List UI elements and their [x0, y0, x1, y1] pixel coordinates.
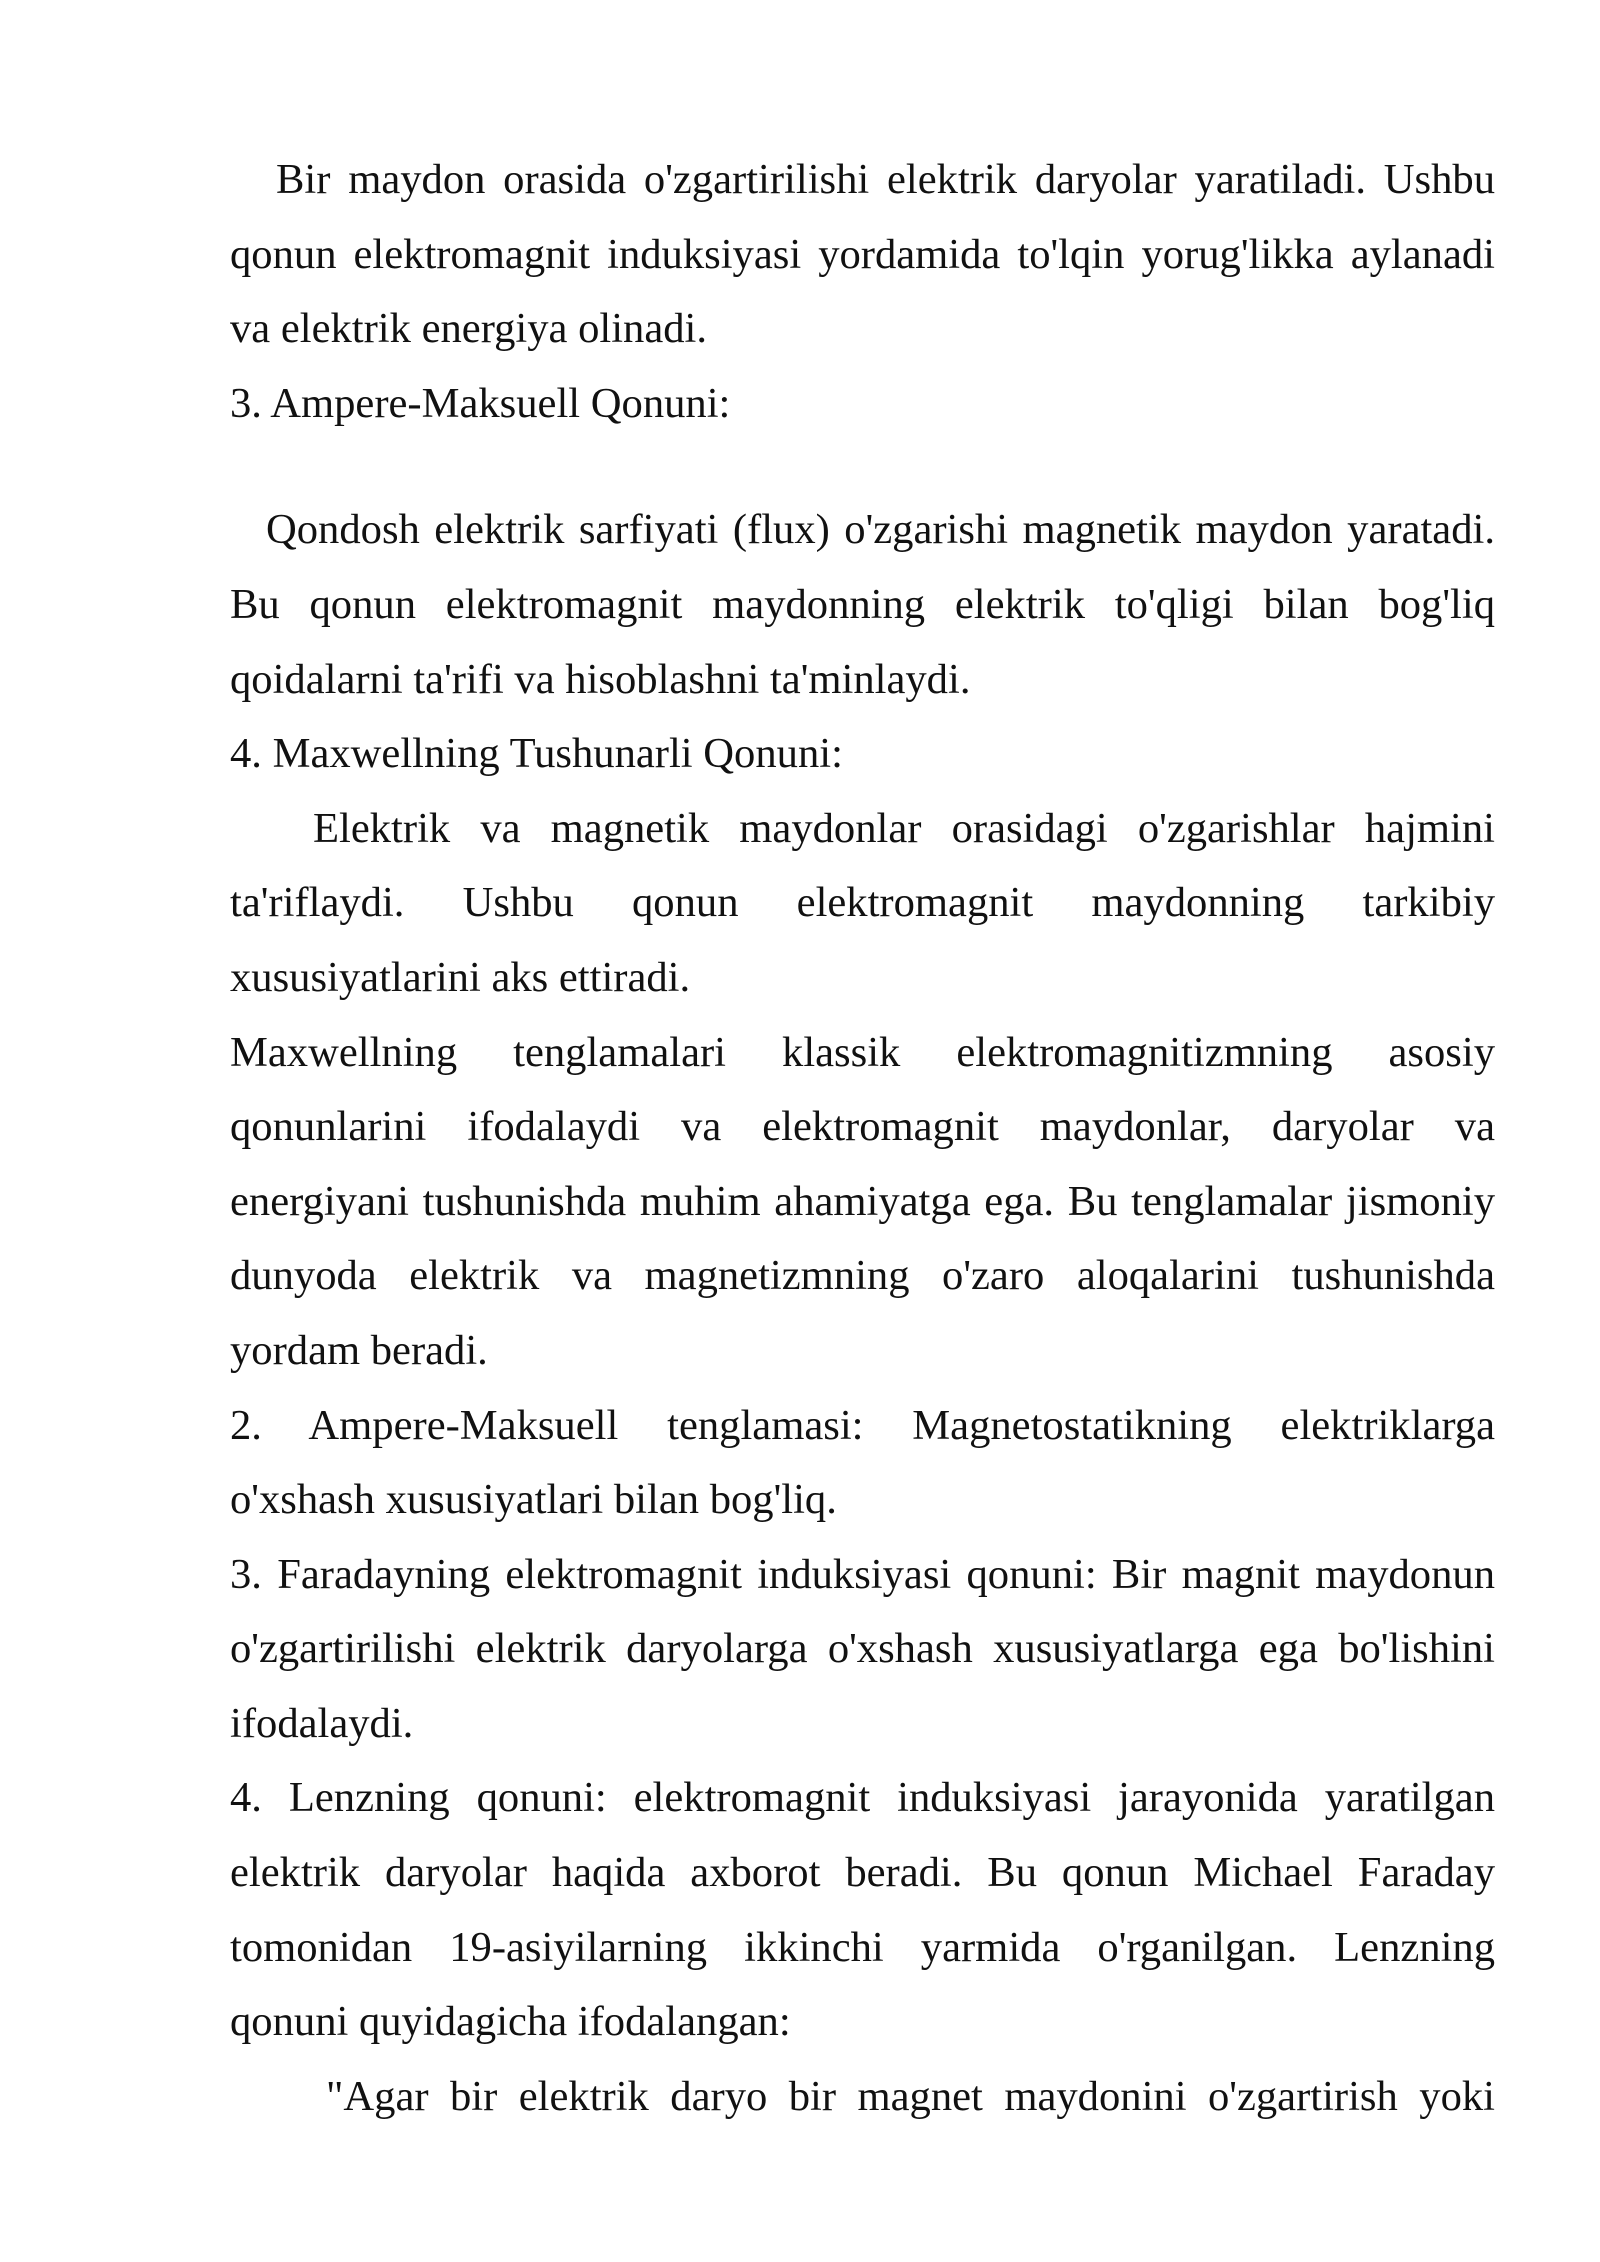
text-line: ifodalaydi.: [230, 1699, 414, 1747]
section-heading: 4. Maxwellning Tushunarli Qonuni:: [230, 730, 843, 778]
text-line: Bir maydon orasida o'zgartirilishi elektrik daryolar yaratiladi. Ushbu: [276, 156, 1495, 203]
text-line: 2. Ampere-Maksuell tenglamasi: Magnetostatikning elektriklarga: [230, 1401, 1495, 1449]
text-line: qoidalarni ta'rifi va hisoblashni ta'minlaydi.: [230, 655, 971, 703]
text-line: ta'riflaydi. Ushbu qonun elektromagnit maydonning tarkibiy: [230, 879, 1495, 927]
paragraph-spacer: [230, 441, 1495, 493]
text-line: 3. Faradayning elektromagnit induksiyasi qonuni: Bir magnit maydonun: [230, 1550, 1495, 1598]
text-line: Bu qonun elektromagnit maydonning elektrik to'qligi bilan bog'liq: [230, 580, 1495, 628]
document-body: [230, 143, 1495, 2134]
text-line: yordam beradi.: [230, 1326, 488, 1374]
list-item: [230, 1538, 1495, 1762]
text-line: Elektrik va magnetik maydonlar orasidagi o'zgarishlar hajmini: [313, 804, 1495, 852]
text-line: Qondosh elektrik sarfiyati (flux) o'zgarishi magnetik maydon yaratadi.: [266, 506, 1495, 554]
paragraph: [230, 1016, 1495, 1389]
text-line: "Agar bir elektrik daryo bir magnet maydonini o'zgartirish yoki: [326, 2072, 1495, 2120]
list-item: [230, 1389, 1495, 1538]
text-line: va elektrik energiya olinadi.: [230, 305, 708, 353]
text-line: Maxwellning tenglamalari klassik elektromagnitizmning asosiy: [230, 1028, 1495, 1076]
text-line: qonuni quyidagicha ifodalangan:: [230, 1998, 791, 2046]
text-line: elektrik daryolar haqida axborot beradi. Bu qonun Michael Faraday: [230, 1849, 1495, 1897]
paragraph: [230, 143, 1495, 367]
text-line: xususiyatlarini aks ettiradi.: [230, 953, 691, 1001]
text-line: tomonidan 19-asiyilarning ikkinchi yarmida o'rganilgan. Lenzning: [230, 1923, 1495, 1971]
list-item: [230, 1761, 1495, 2059]
paragraph: [230, 493, 1495, 717]
text-line: o'zgartirilishi elektrik daryolarga o'xshash xususiyatlarga ega bo'lishini: [230, 1625, 1495, 1673]
quote-paragraph: [230, 2060, 1495, 2135]
text-line: qonun elektromagnit induksiyasi yordamida to'lqin yorug'likka aylanadi: [230, 230, 1495, 278]
text-line: 4. Lenzning qonuni: elektromagnit induksiyasi jarayonida yaratilgan: [230, 1774, 1495, 1822]
section-heading: 3. Ampere-Maksuell Qonuni:: [230, 379, 731, 427]
paragraph: [230, 792, 1495, 1016]
text-line: energiyani tushunishda muhim ahamiyatga ega. Bu tenglamalar jismoniy: [230, 1177, 1495, 1225]
text-line: dunyoda elektrik va magnetizmning o'zaro aloqalarini tushunishda: [230, 1252, 1495, 1300]
text-line: o'xshash xususiyatlari bilan bog'liq.: [230, 1476, 837, 1524]
text-line: qonunlarini ifodalaydi va elektromagnit maydonlar, daryolar va: [230, 1103, 1495, 1151]
